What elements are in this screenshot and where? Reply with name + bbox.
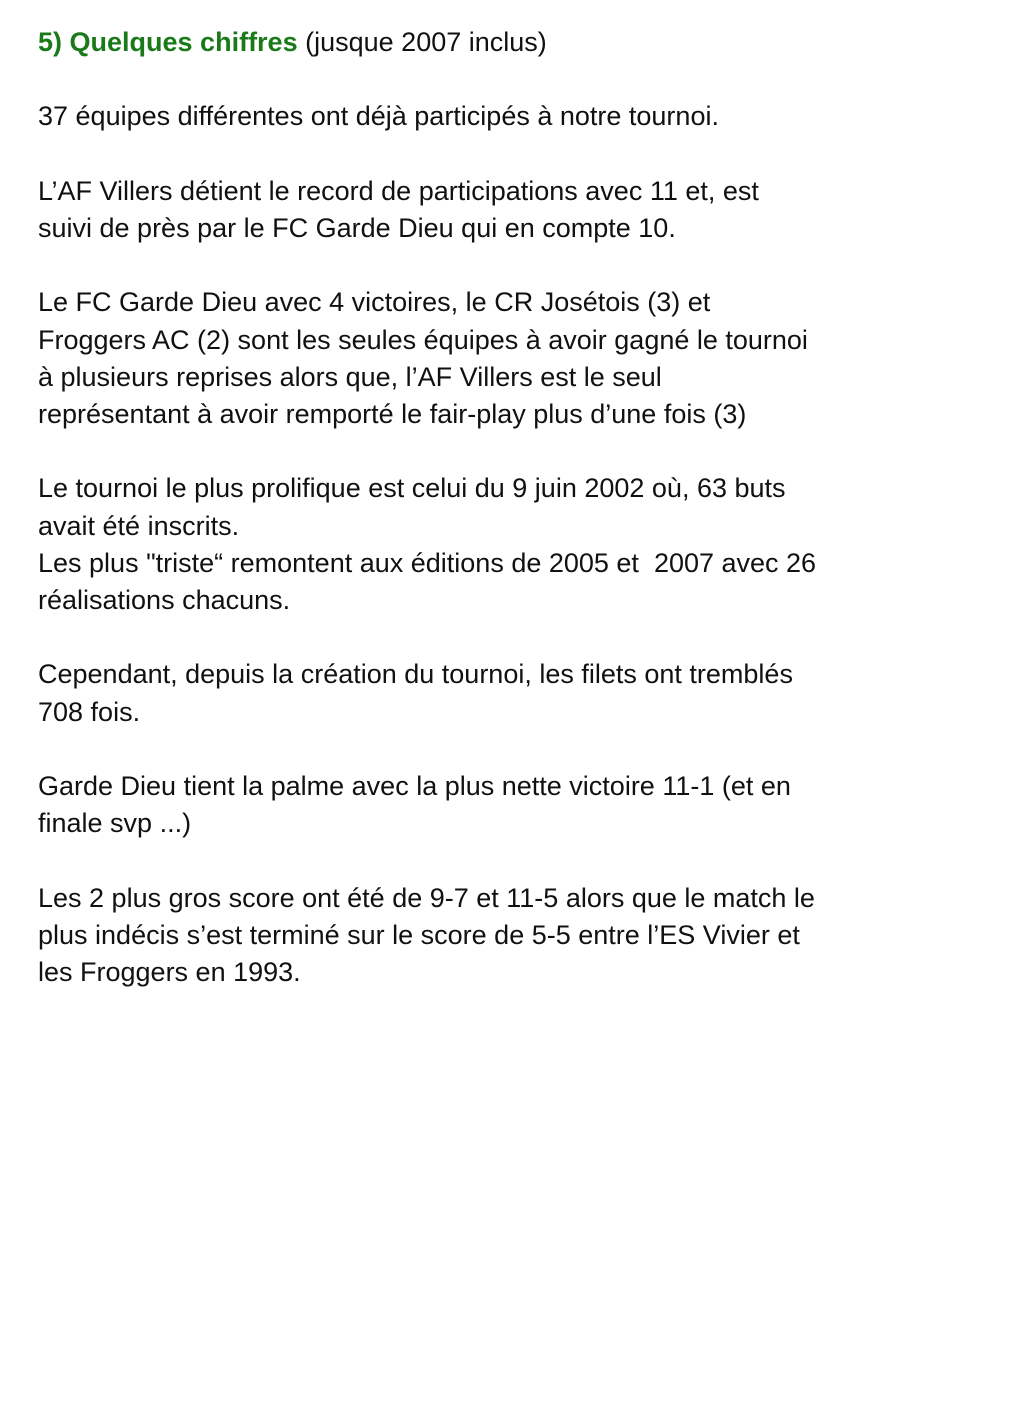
text-line: Cependant, depuis la création du tournoi, les filets ont tremblés (38, 659, 793, 690)
spacer (38, 731, 998, 768)
heading-title: Quelques chiffres (69, 27, 298, 57)
text-line: avait été inscrits. (38, 510, 240, 541)
heading-number: 5) (38, 27, 63, 57)
text-line: plus indécis s’est terminé sur le score de 5-5 entre l’ES Vivier et (38, 919, 800, 950)
text-line: Garde Dieu tient la palme avec la plus nette victoire 11-1 (et en (38, 770, 791, 801)
spacer (38, 247, 998, 284)
spacer (38, 61, 998, 98)
text-line: représentant à avoir remporté le fair-play plus d’une fois (3) (38, 398, 747, 429)
text-line: Le FC Garde Dieu avec 4 victoires, le CR Josétois (3) et (38, 287, 711, 318)
paragraph-scores (38, 880, 998, 992)
text-line: réalisations chacuns. (38, 584, 291, 615)
spacer (38, 136, 998, 173)
text-line: les Froggers en 1993. (38, 956, 301, 987)
text-line: Les plus "triste“ remontent aux éditions de 2005 et 2007 avec 26 (38, 547, 817, 578)
text-line: Froggers AC (2) sont les seules équipes à avoir gagné le tournoi (38, 324, 808, 355)
document-page (38, 24, 998, 991)
spacer (38, 433, 998, 470)
text-line: 37 équipes différentes ont déjà participés à notre tournoi. (38, 101, 719, 132)
section-heading (38, 24, 998, 61)
paragraph-participations (38, 173, 998, 247)
spacer (38, 842, 998, 879)
heading-subtitle: (jusque 2007 inclus) (305, 27, 547, 57)
text-line: L’AF Villers détient le record de participations avec 11 et, est (38, 175, 759, 206)
spacer (38, 619, 998, 656)
text-line: à plusieurs reprises alors que, l’AF Villers est le seul (38, 361, 662, 392)
text-line: suivi de près par le FC Garde Dieu qui en compte 10. (38, 212, 676, 243)
paragraph-total-goals (38, 656, 998, 730)
paragraph-biggest-win (38, 768, 998, 842)
paragraph-goals-per-edition (38, 470, 998, 619)
paragraph-victories (38, 284, 998, 433)
text-line: finale svp ...) (38, 808, 192, 839)
paragraph-team-count (38, 98, 998, 135)
text-line: Les 2 plus gros score ont été de 9-7 et 11-5 alors que le match le (38, 882, 815, 913)
text-line: Le tournoi le plus prolifique est celui du 9 juin 2002 où, 63 buts (38, 473, 786, 504)
text-line: 708 fois. (38, 696, 141, 727)
